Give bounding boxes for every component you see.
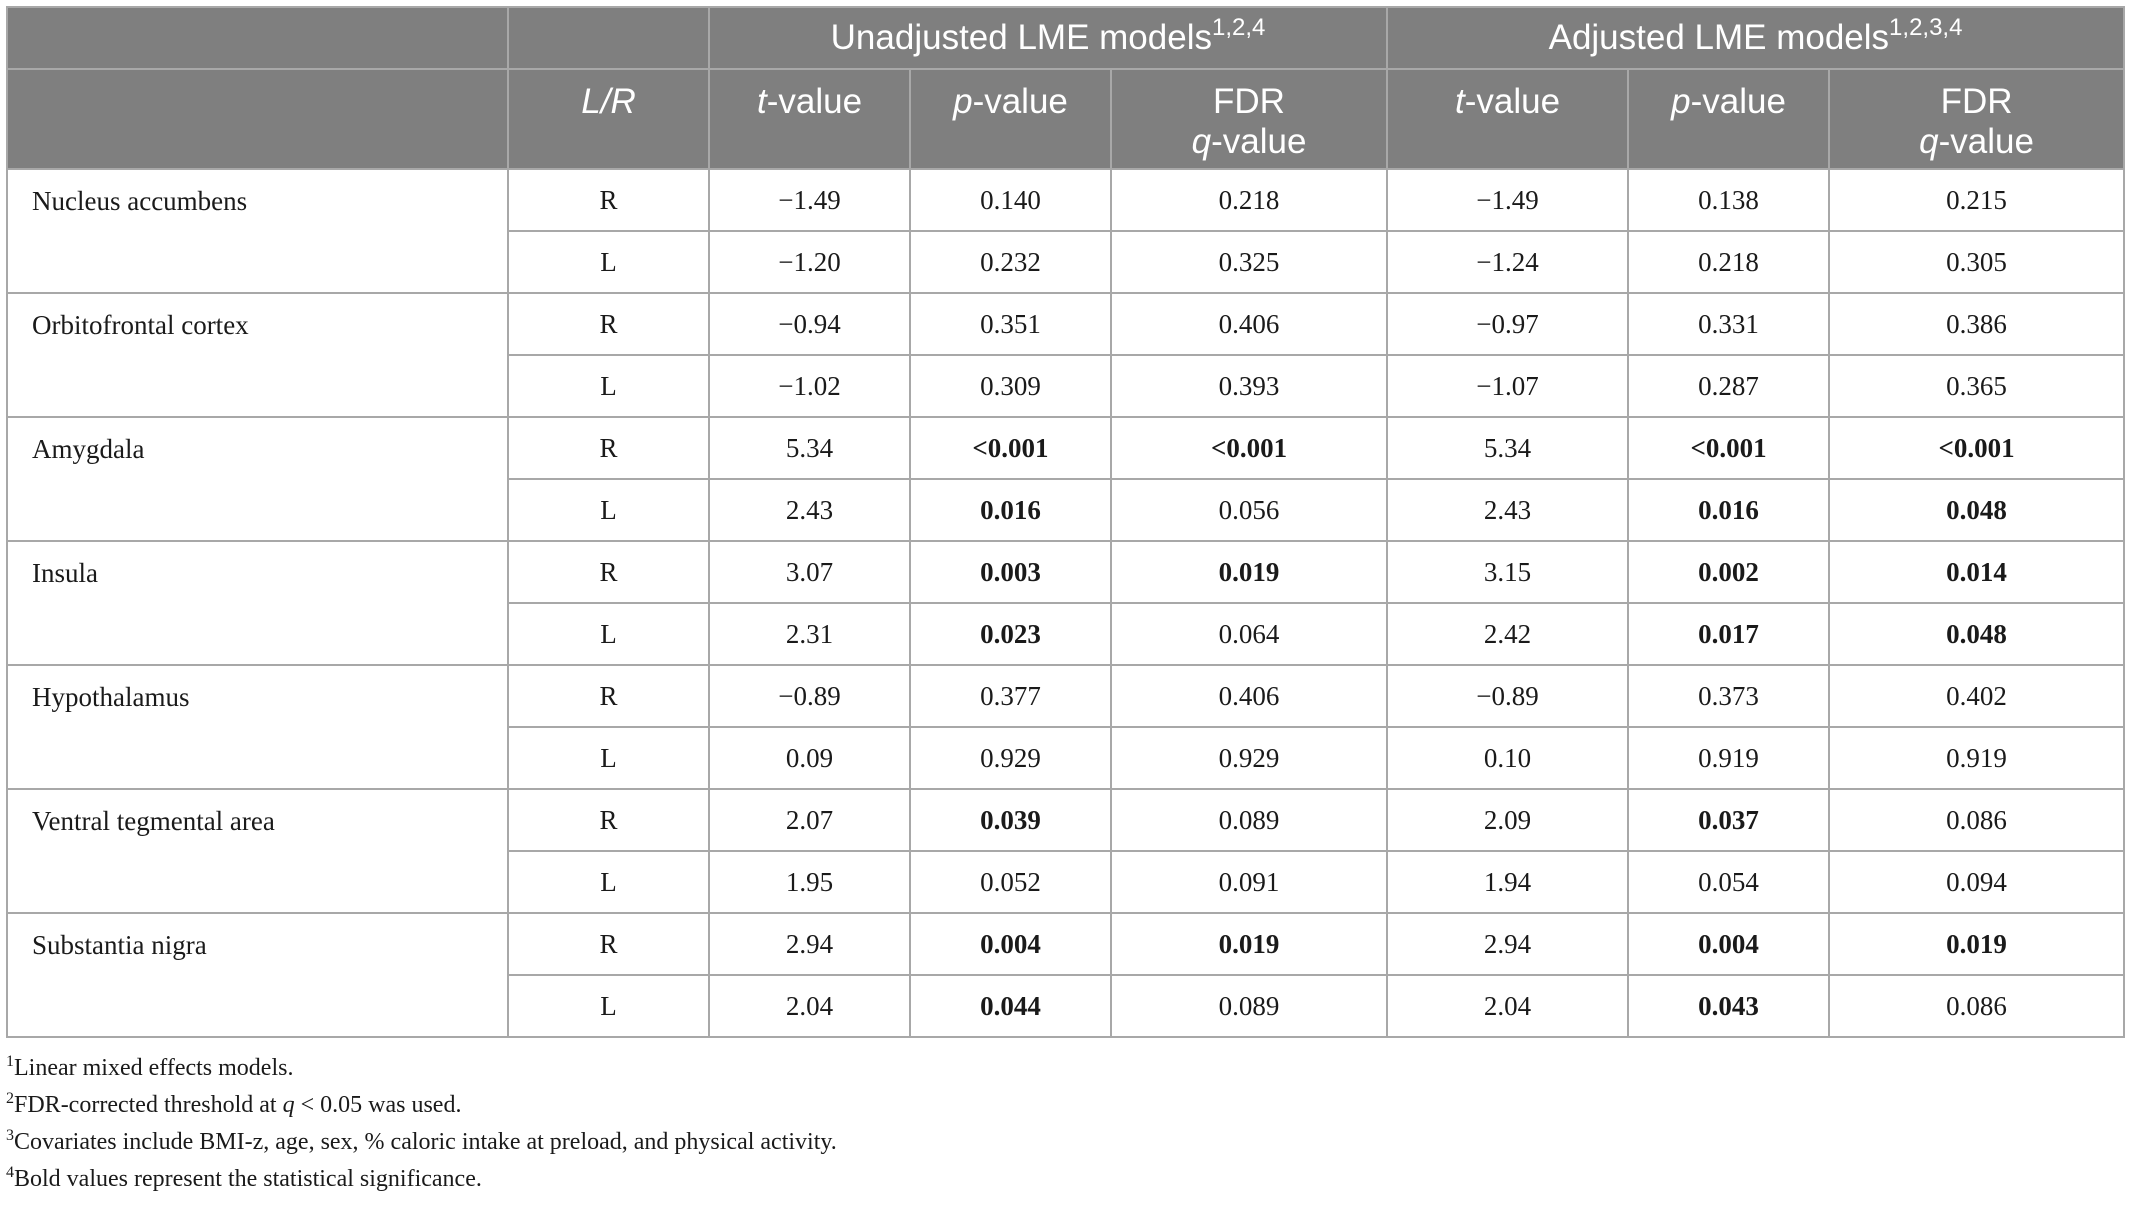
p-value-cell: 0.039 [910,789,1111,851]
t-value-adjusted-cell: −1.49 [1387,169,1628,231]
t-value-cell: −0.94 [709,293,910,355]
lr-cell: L [508,355,709,417]
p-value-cell: 0.044 [910,975,1111,1037]
table-row [7,417,2124,479]
q-value-cell: 0.019 [1111,541,1387,603]
t-value-adjusted-cell: 5.34 [1387,417,1628,479]
t-value-adjusted-cell: 1.94 [1387,851,1628,913]
p-value-cell: 0.929 [910,727,1111,789]
q-value-adjusted-cell: 0.019 [1829,913,2124,975]
p-value-cell: 0.232 [910,231,1111,293]
lr-cell: R [508,169,709,231]
q-value-adjusted-cell: 0.048 [1829,603,2124,665]
p-value-cell: 0.351 [910,293,1111,355]
t-value-cell: 1.95 [709,851,910,913]
q-value-adjusted-cell: 0.048 [1829,479,2124,541]
p-value-cell: 0.052 [910,851,1111,913]
t-value-adjusted-cell: −0.89 [1387,665,1628,727]
region-name: Insula [7,541,508,665]
t-value-adjusted-cell: 0.10 [1387,727,1628,789]
p-value-adjusted-cell: 0.054 [1628,851,1829,913]
footnote-2: $^2$FDR-corrected threshold at q < 0.05 was used. [6,1090,462,1118]
results-table [6,6,2125,1038]
q-value-cell: <0.001 [1111,417,1387,479]
lr-cell: R [508,913,709,975]
t-value-cell: 2.07 [709,789,910,851]
q-value-cell: 0.091 [1111,851,1387,913]
p-value-cell: <0.001 [910,417,1111,479]
q-value-cell: 0.406 [1111,293,1387,355]
q-value-adjusted-cell: 0.365 [1829,355,2124,417]
q-value-cell: 0.929 [1111,727,1387,789]
lr-cell: L [508,479,709,541]
table-row [7,665,2124,727]
p-value-adjusted-cell: 0.004 [1628,913,1829,975]
p-value-adjusted-cell: <0.001 [1628,417,1829,479]
t-value-cell: 3.07 [709,541,910,603]
t-value-cell: 2.43 [709,479,910,541]
t-value-adjusted-cell: 2.09 [1387,789,1628,851]
header-unadjusted-group: Unadjusted LME models$^{1,2,4}$ [709,7,1387,69]
q-value-cell: 0.019 [1111,913,1387,975]
header-t-value-adjusted: t-value [1387,69,1628,169]
lr-cell: R [508,293,709,355]
p-value-adjusted-cell: 0.017 [1628,603,1829,665]
p-value-adjusted-cell: 0.037 [1628,789,1829,851]
header-p-value-adjusted: p-value [1628,69,1829,169]
p-value-adjusted-cell: 0.218 [1628,231,1829,293]
q-value-adjusted-cell: 0.402 [1829,665,2124,727]
q-value-adjusted-cell: 0.919 [1829,727,2124,789]
q-value-cell: 0.064 [1111,603,1387,665]
table-body [7,169,2124,1037]
t-value-cell: 2.94 [709,913,910,975]
t-value-cell: 2.31 [709,603,910,665]
region-name: Nucleus accumbens [7,169,508,293]
header-blank-cell [508,7,709,69]
region-name: Ventral tegmental area [7,789,508,913]
p-value-cell: 0.023 [910,603,1111,665]
footnotes [6,1050,837,1198]
t-value-adjusted-cell: 2.94 [1387,913,1628,975]
lr-cell: R [508,789,709,851]
q-value-cell: 0.089 [1111,789,1387,851]
lr-cell: L [508,975,709,1037]
q-value-adjusted-cell: 0.386 [1829,293,2124,355]
t-value-adjusted-cell: −1.24 [1387,231,1628,293]
q-value-cell: 0.393 [1111,355,1387,417]
header-blank-cell [7,7,508,69]
p-value-cell: 0.004 [910,913,1111,975]
footnote-1: $^1$Linear mixed effects models. [6,1053,294,1081]
header-adjusted-group: Adjusted LME models$^{1,2,3,4}$ [1387,7,2124,69]
t-value-cell: 0.09 [709,727,910,789]
q-value-adjusted-cell: 0.014 [1829,541,2124,603]
t-value-adjusted-cell: 3.15 [1387,541,1628,603]
p-value-adjusted-cell: 0.043 [1628,975,1829,1037]
q-value-adjusted-cell: 0.086 [1829,789,2124,851]
header-fdr-q-value: FDR q-value [1111,69,1387,169]
t-value-adjusted-cell: −1.07 [1387,355,1628,417]
header-lr: L/R [508,69,709,169]
t-value-adjusted-cell: 2.42 [1387,603,1628,665]
lr-cell: R [508,541,709,603]
p-value-cell: 0.309 [910,355,1111,417]
q-value-adjusted-cell: 0.305 [1829,231,2124,293]
table-row [7,789,2124,851]
header-column-row [7,69,2124,169]
t-value-cell: −1.02 [709,355,910,417]
region-name: Amygdala [7,417,508,541]
table-header [7,7,2124,169]
t-value-adjusted-cell: −0.97 [1387,293,1628,355]
p-value-adjusted-cell: 0.331 [1628,293,1829,355]
table-row [7,293,2124,355]
footnote-3: $^3$Covariates include BMI-z, age, sex, % caloric intake at preload, and physical activity. [6,1127,837,1155]
q-value-cell: 0.325 [1111,231,1387,293]
lr-cell: R [508,417,709,479]
t-value-cell: −1.49 [709,169,910,231]
footnote-4: $^4$Bold values represent the statistical significance. [6,1164,482,1192]
p-value-cell: 0.016 [910,479,1111,541]
lr-cell: L [508,231,709,293]
p-value-cell: 0.377 [910,665,1111,727]
lr-cell: L [508,603,709,665]
t-value-cell: −0.89 [709,665,910,727]
t-value-adjusted-cell: 2.43 [1387,479,1628,541]
p-value-adjusted-cell: 0.919 [1628,727,1829,789]
q-value-cell: 0.056 [1111,479,1387,541]
lr-cell: L [508,851,709,913]
p-value-cell: 0.140 [910,169,1111,231]
table-row [7,169,2124,231]
q-value-adjusted-cell: 0.094 [1829,851,2124,913]
q-value-cell: 0.089 [1111,975,1387,1037]
region-name: Orbitofrontal cortex [7,293,508,417]
p-value-adjusted-cell: 0.287 [1628,355,1829,417]
lr-cell: L [508,727,709,789]
t-value-cell: −1.20 [709,231,910,293]
header-t-value: t-value [709,69,910,169]
region-name: Hypothalamus [7,665,508,789]
q-value-cell: 0.406 [1111,665,1387,727]
header-group-row [7,7,2124,69]
q-value-adjusted-cell: 0.215 [1829,169,2124,231]
p-value-adjusted-cell: 0.373 [1628,665,1829,727]
region-name: Substantia nigra [7,913,508,1037]
lr-cell: R [508,665,709,727]
p-value-adjusted-cell: 0.016 [1628,479,1829,541]
q-value-adjusted-cell: <0.001 [1829,417,2124,479]
t-value-cell: 5.34 [709,417,910,479]
header-fdr-q-value-adjusted: FDR q-value [1829,69,2124,169]
p-value-adjusted-cell: 0.002 [1628,541,1829,603]
t-value-adjusted-cell: 2.04 [1387,975,1628,1037]
header-p-value: p-value [910,69,1111,169]
t-value-cell: 2.04 [709,975,910,1037]
table-row [7,541,2124,603]
table-row [7,913,2124,975]
q-value-cell: 0.218 [1111,169,1387,231]
header-blank-cell [7,69,508,169]
q-value-adjusted-cell: 0.086 [1829,975,2124,1037]
p-value-adjusted-cell: 0.138 [1628,169,1829,231]
p-value-cell: 0.003 [910,541,1111,603]
